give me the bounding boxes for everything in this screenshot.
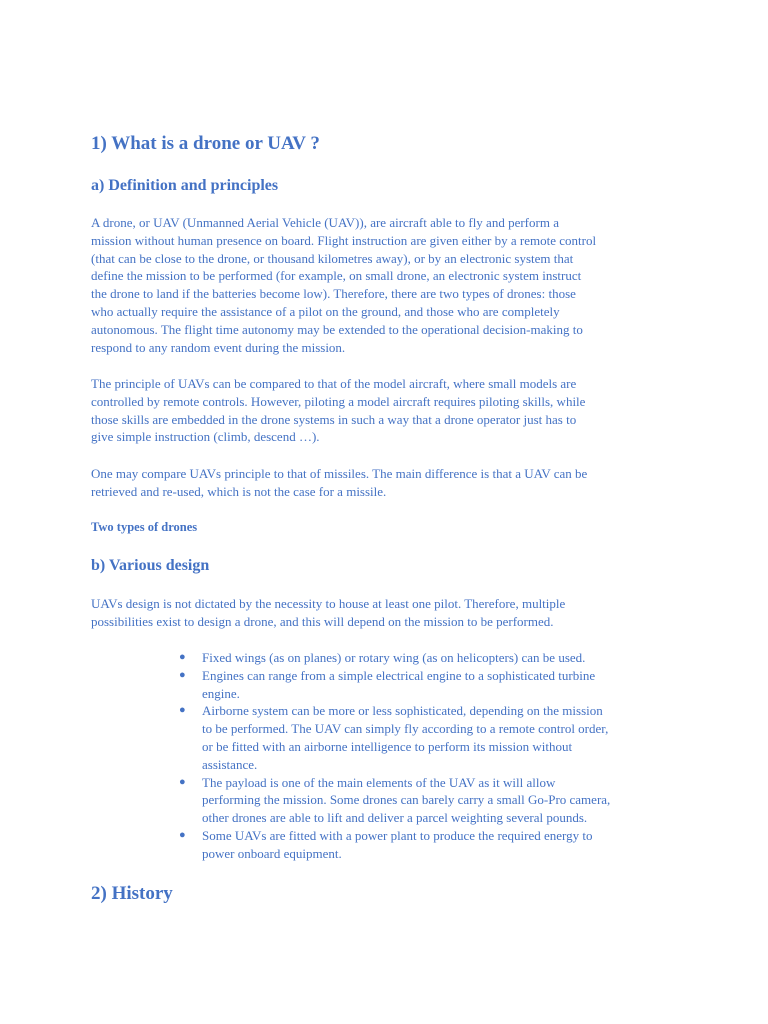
list-item: ● Fixed wings (as on planes) or rotary wing (as on helicopters) can be used. xyxy=(179,650,586,665)
list-item: ● The payload is one of the main elements of the UAV as it will allow performing the mission. Some drones can barely carry a small Go-Pro camera, other drones are able to lift and deliver a parcel weighting several pounds. xyxy=(179,774,611,826)
paragraph-principle-model-aircraft: The principle of UAVs can be compared to that of the model aircraft, where small models are controlled by remote controls. However, piloting a model aircraft requires piloting skills, while those skills are embedded in the drone systems in such a way that a drone operator just has to give simple instruction (climb, descend …). xyxy=(91,376,586,445)
bullet-icon: ● xyxy=(179,828,186,841)
bullet-icon: ● xyxy=(179,704,186,717)
paragraph-missiles: One may compare UAVs principle to that of missiles. The main difference is that a UAV can be retrieved and re-used, which is not the case for a missile. xyxy=(91,466,588,499)
heading-two-types-of-drones: Two types of drones xyxy=(91,520,198,534)
heading-history: 2) History xyxy=(91,883,173,904)
bullet-icon: ● xyxy=(179,668,186,681)
heading-definition-and-principles: a) Definition and principles xyxy=(91,177,279,194)
design-bullet-list xyxy=(91,649,691,863)
paragraph-design: UAVs design is not dictated by the necessity to house at least one pilot. Therefore, multiple possibilities exist to design a drone, and this will depend on the mission to be performed. xyxy=(91,596,566,629)
heading-what-is-a-drone: 1) What is a drone or UAV ? xyxy=(91,133,320,154)
list-item: ● Engines can range from a simple electrical engine to a sophisticated turbine engine. xyxy=(179,667,596,701)
list-item: ● Airborne system can be more or less sophisticated, depending on the mission to be performed. The UAV can simply fly according to a remote control order, or be fitted with an airborne intelligence to perform its mission without assistance. xyxy=(179,703,609,772)
paragraph-definition: A drone, or UAV (Unmanned Aerial Vehicle (UAV)), are aircraft able to fly and perform a mission without human presence on board. Flight instruction are given either by a remote control (that can be close to the drone, or thousand kilometres away), or by an electronic system that define the mission to be performed (for example, on small drone, an electronic system instruct the drone to land if the batteries become low). Therefore, there are two types of drones: those who actually require the assistance of a pilot on the ground, and those who are completely autonomous. The flight time autonomy may be extended to the operational decision-making to respond to any random event during the mission. xyxy=(91,215,597,355)
heading-various-design: b) Various design xyxy=(91,557,210,574)
bullet-icon: ● xyxy=(179,651,186,663)
bullet-icon: ● xyxy=(179,775,186,788)
list-item: ● Some UAVs are fitted with a power plant to produce the required energy to power onboard equipment. xyxy=(179,827,593,861)
